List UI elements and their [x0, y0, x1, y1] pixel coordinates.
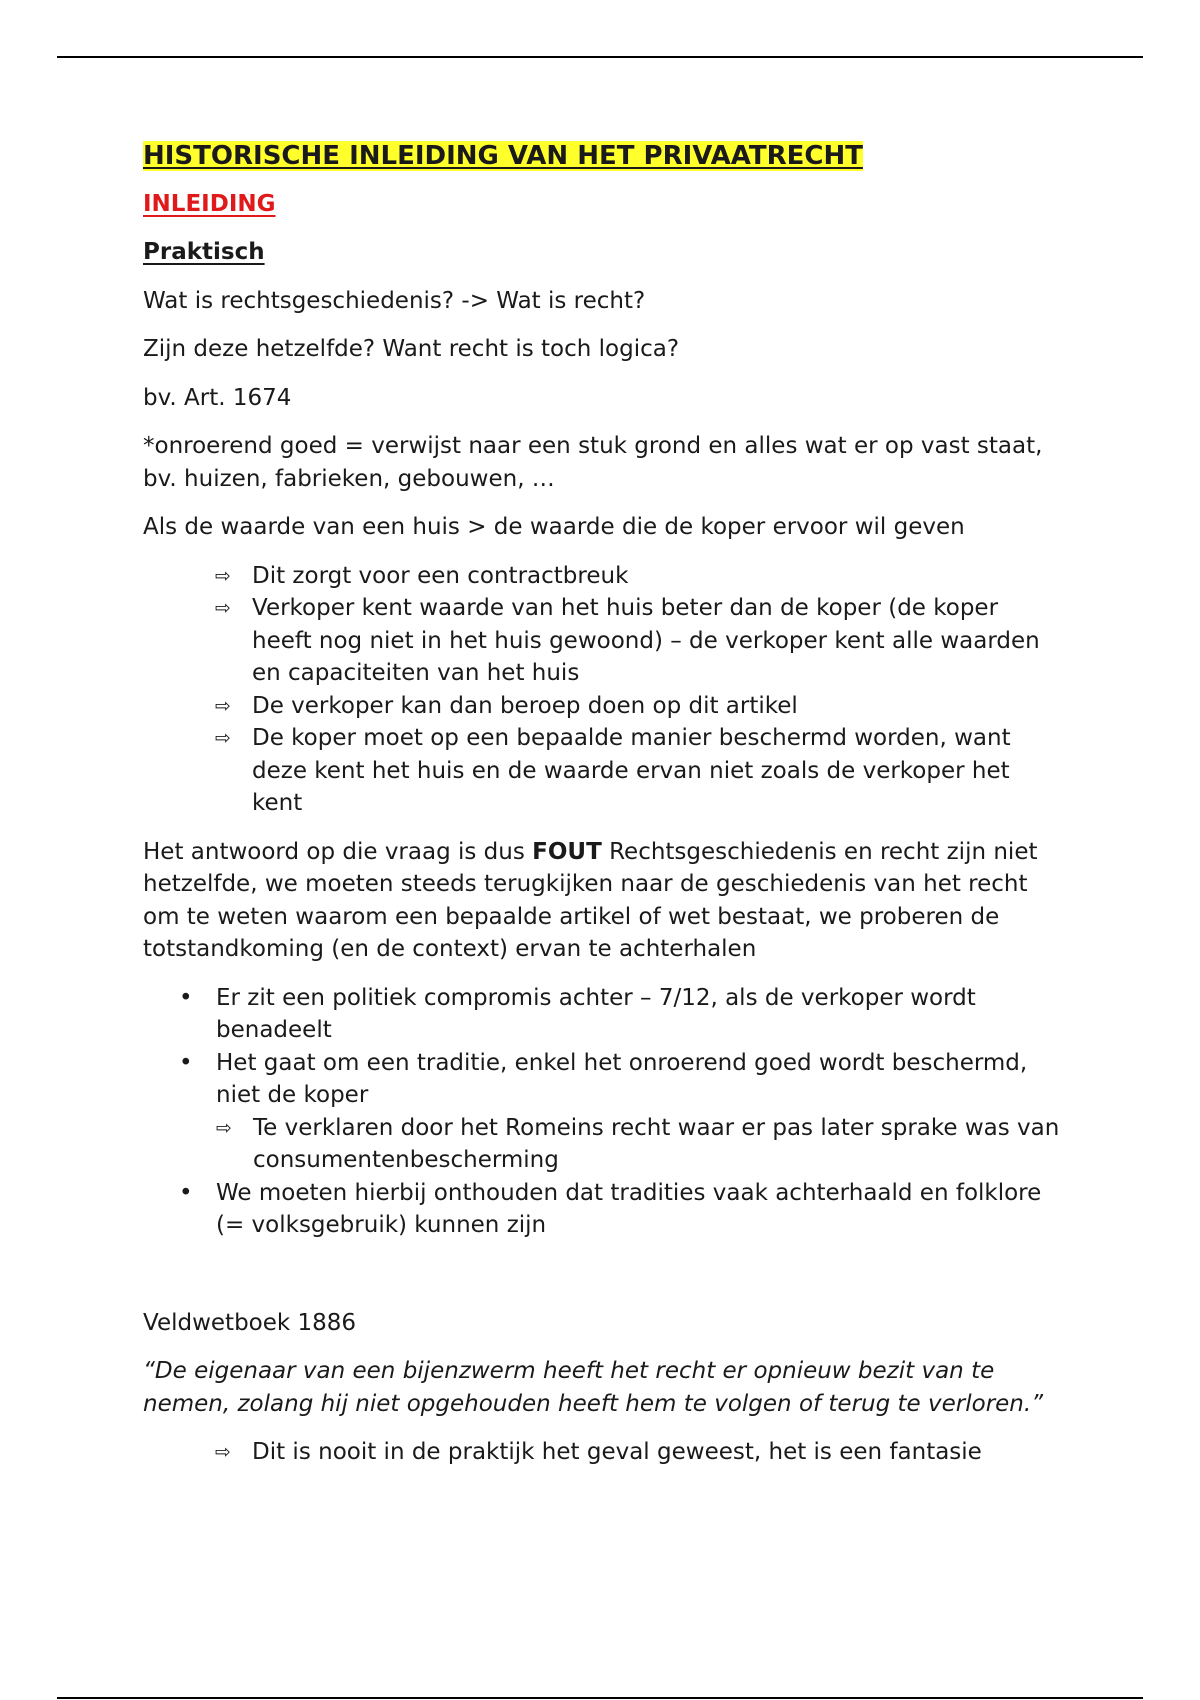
answer-paragraph: Het antwoord op die vraag is dus FOUT Rechtsgeschiedenis en recht zijn niet hetzelfde, we moeten steeds terugkijken naar de geschiedenis van het recht om te weten waarom een bepaalde artikel of wet bestaat, we proberen de totstandkoming (en de context) ervan te achterhalen: [143, 838, 1038, 962]
list-item: • We moeten hierbij onthouden dat tradities vaak achterhaald en folklore (= volksgebruik) kunnen zijn: [179, 1177, 1063, 1242]
bullet-icon: •: [179, 984, 193, 1011]
list-item: • Er zit een politiek compromis achter – 7/12, als de verkoper wordt benadeelt: [179, 982, 1063, 1047]
paragraph: Als de waarde van een huis > de waarde die de koper ervoor wil geven: [143, 514, 965, 540]
arrow-icon: ⇨: [215, 727, 231, 749]
paragraph: Veldwetboek 1886: [143, 1309, 357, 1336]
list-item: ⇨ Verkoper kent waarde van het huis beter dan de koper (de koper heeft nog niet in het huis gewoond) – de verkoper kent alle waarden en capaciteiten van het huis: [215, 592, 1063, 690]
bullet-list: [143, 982, 1063, 1242]
arrow-icon: ⇨: [216, 1116, 232, 1139]
list-item: ⇨ Dit is nooit in de praktijk het geval geweest, het is een fantasie: [215, 1436, 1063, 1469]
list-item: ⇨ De koper moet op een bepaalde manier beschermd worden, want deze kent het huis en de waarde ervan niet zoals de verkoper het kent: [215, 722, 1063, 820]
arrow-icon: ⇨: [215, 564, 231, 587]
arrow-icon: ⇨: [215, 1441, 231, 1463]
header-rule: [57, 56, 1143, 58]
paragraph: bv. Art. 1674: [143, 384, 292, 411]
nested-arrow-list: [216, 1112, 1063, 1177]
paragraph: Zijn deze hetzelfde? Want recht is toch logica?: [143, 336, 680, 362]
answer-emphasis: FOUT: [532, 838, 602, 865]
arrow-icon: ⇨: [215, 597, 231, 619]
arrow-icon: ⇨: [215, 694, 231, 717]
document-body: [143, 139, 1063, 1485]
list-item: ⇨ De verkoper kan dan beroep doen op dit artikel: [215, 690, 1063, 723]
quote: “De eigenaar van een bijenzwerm heeft het recht er opnieuw bezit van te nemen, zolang hij niet opgehouden heeft hem te volgen of terug te verloren.”: [143, 1358, 1044, 1417]
paragraph: *onroerend goed = verwijst naar een stuk grond en alles wat er op vast staat, bv. huizen, fabrieken, gebouwen, …: [143, 433, 1043, 492]
bullet-icon: •: [179, 1049, 193, 1076]
list-item: • Het gaat om een traditie, enkel het onroerend goed wordt beschermd, niet de koper ⇨ Te verklaren door het Romeins recht waar er pas later sprake was van consumentenbescherming: [179, 1047, 1063, 1177]
list-item: ⇨ Dit zorgt voor een contractbreuk: [215, 560, 1063, 593]
footer-rule: [57, 1697, 1143, 1699]
section-heading: INLEIDING: [143, 190, 276, 217]
bullet-icon: •: [179, 1179, 193, 1206]
subsection-heading: Praktisch: [143, 239, 265, 265]
document-title: HISTORISCHE INLEIDING VAN HET PRIVAATRECHT: [143, 141, 863, 171]
arrow-list: [143, 1436, 1063, 1469]
paragraph: Wat is rechtsgeschiedenis? -> Wat is recht?: [143, 287, 646, 314]
arrow-list: [143, 560, 1063, 820]
list-item: ⇨ Te verklaren door het Romeins recht waar er pas later sprake was van consumentenbescherming: [216, 1112, 1063, 1177]
